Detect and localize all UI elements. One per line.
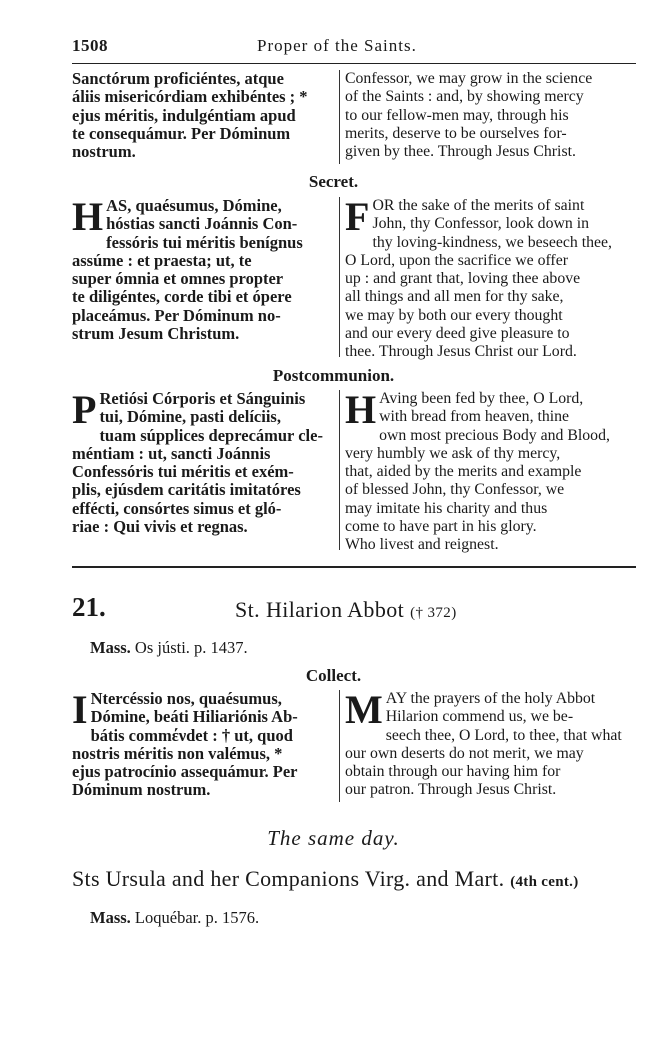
text-line: bátis commένdet : † ut, quod <box>90 726 293 745</box>
postcommunion-heading: Postcommunion. <box>272 366 395 385</box>
century: (4th cent.) <box>510 874 579 890</box>
continuation-english <box>345 70 635 161</box>
postcommunion-latin <box>72 387 334 537</box>
text-line: John, thy Confessor, look down in <box>372 215 590 233</box>
text-line: ejus méritis, indulgéntiam apud <box>72 106 296 125</box>
text-line: tuam súpplices deprecámur cle- <box>99 426 323 445</box>
drop-capital: P <box>72 387 97 432</box>
mass-text: Os jústi. p. 1437. <box>134 638 248 657</box>
column-divider <box>339 390 340 550</box>
text-line: super ómnia et omnes propter <box>72 270 284 289</box>
section-rule <box>72 566 636 568</box>
text-line: AY the prayers of the holy Abbot <box>385 690 596 707</box>
text-line: Hilarion commend us, we be- <box>385 708 574 726</box>
collect-heading: Collect. <box>305 666 362 685</box>
text-line: we may by both our every thought <box>345 306 563 324</box>
feast-title <box>235 597 457 623</box>
text-line: very humbly we ask of thy mercy, <box>345 444 561 462</box>
text-line: AS, quaésumus, Dómine, <box>106 197 282 215</box>
text-line: strum Jesum Christum. <box>72 325 240 344</box>
text-line: Aving been fed by thee, O Lord, <box>379 390 584 407</box>
drop-capital: M <box>345 687 383 732</box>
text-line: Confessor, we may grow in the science <box>345 70 593 87</box>
text-line: and our every deed give pleasure to <box>345 325 570 343</box>
saint-name: St. Hilarion Abbot <box>235 597 405 622</box>
secret-heading: Secret. <box>308 172 359 191</box>
column-divider <box>339 70 340 164</box>
drop-capital: I <box>72 687 88 732</box>
secret-latin <box>72 194 334 344</box>
text-line: méntiam : ut, sancti Joánnis <box>72 444 271 463</box>
text-line: thy loving-kindness, we beseech thee, <box>372 233 612 251</box>
mass-reference <box>90 908 259 928</box>
text-line: áliis misericórdiam exhibéntes ; * <box>72 88 308 107</box>
text-line: nostrum. <box>72 143 136 162</box>
text-line: fessóris tui méritis benígnus <box>106 233 303 252</box>
column-divider <box>339 690 340 802</box>
secret-english <box>345 194 635 362</box>
text-line: may imitate his charity and thus <box>345 499 548 517</box>
text-line: own most precious Body and Blood, <box>379 426 610 444</box>
text-line: effécti, consórtes simus et gló- <box>72 499 282 518</box>
saint-name: Sts Ursula and her Companions Virg. and Mart. <box>72 866 505 891</box>
text-line: merits, deserve to be ourselves for- <box>345 124 567 142</box>
header-rule <box>72 63 636 64</box>
collect-latin <box>72 687 334 800</box>
text-line: Sanctórum proficiéntes, atque <box>72 70 284 88</box>
text-line: plis, ejúsdem caritátis imitatóres <box>72 481 301 500</box>
text-line: obtain through our having him for <box>345 763 561 781</box>
page-number: 1508 <box>72 36 108 55</box>
mass-label: Mass. <box>90 638 131 657</box>
mass-reference <box>90 638 248 658</box>
text-line: Ntercéssio nos, quaésumus, <box>90 690 282 708</box>
text-line: come to have part in his glory. <box>345 518 537 536</box>
text-line: OR the sake of the merits of saint <box>372 197 585 214</box>
text-line: ejus patrocínio assequámur. Per <box>72 763 298 782</box>
text-line: riae : Qui vivis et regnas. <box>72 518 248 537</box>
text-line: nostris méritis non valémus, * <box>72 744 283 763</box>
text-line: assúme : et praesta; ut, te <box>72 251 252 270</box>
death-year: († 372) <box>410 605 457 621</box>
text-line: of blessed John, thy Confessor, we <box>345 481 565 499</box>
mass-label: Mass. <box>90 908 131 927</box>
text-line: up : and grant that, loving thee above <box>345 270 581 288</box>
text-line: Dóminum nostrum. <box>72 781 211 800</box>
text-line: Retiósi Córporis et Sánguinis <box>99 390 306 408</box>
text-line: Who livest and reignest. <box>345 536 499 554</box>
text-line: thee. Through Jesus Christ our Lord. <box>345 343 577 361</box>
text-line: placeámus. Per Dóminum no- <box>72 306 281 325</box>
same-day-label: The same day. <box>267 826 400 850</box>
text-line: hóstias sancti Joánnis Con- <box>106 215 298 234</box>
text-line: that, aided by the merits and example <box>345 463 582 481</box>
text-line: our patron. Through Jesus Christ. <box>345 781 557 799</box>
drop-capital: F <box>345 194 370 239</box>
text-line: of the Saints : and, by showing mercy <box>345 88 584 106</box>
drop-capital: H <box>345 387 377 432</box>
second-feast-title <box>72 866 578 892</box>
mass-text: Loquébar. p. 1576. <box>134 908 260 927</box>
continuation-latin <box>72 70 334 161</box>
text-line: tui, Dómine, pasti delíciis, <box>99 408 281 427</box>
postcommunion-english <box>345 387 635 555</box>
running-title: Proper of the Saints. <box>257 36 417 55</box>
text-line: O Lord, upon the sacrifice we offer <box>345 251 568 269</box>
drop-capital: H <box>72 194 104 239</box>
text-line: our own deserts do not merit, we may <box>345 744 584 762</box>
collect-english <box>345 687 635 800</box>
text-line: with bread from heaven, thine <box>379 408 570 426</box>
page-header <box>72 36 636 58</box>
text-line: given by thee. Through Jesus Christ. <box>345 143 576 161</box>
text-line: Confessóris tui méritis et exém- <box>72 463 294 482</box>
text-line: seech thee, O Lord, to thee, that what <box>385 726 622 744</box>
day-number: 21. <box>72 592 106 622</box>
text-line: Dómine, beáti Hiliariónis Ab- <box>90 708 298 727</box>
text-line: all things and all men for thy sake, <box>345 288 564 306</box>
text-line: to our fellow-men may, through his <box>345 106 569 124</box>
text-line: te consequámur. Per Dóminum <box>72 124 291 143</box>
column-divider <box>339 197 340 357</box>
text-line: te diligéntes, corde tibi et ópere <box>72 288 292 307</box>
